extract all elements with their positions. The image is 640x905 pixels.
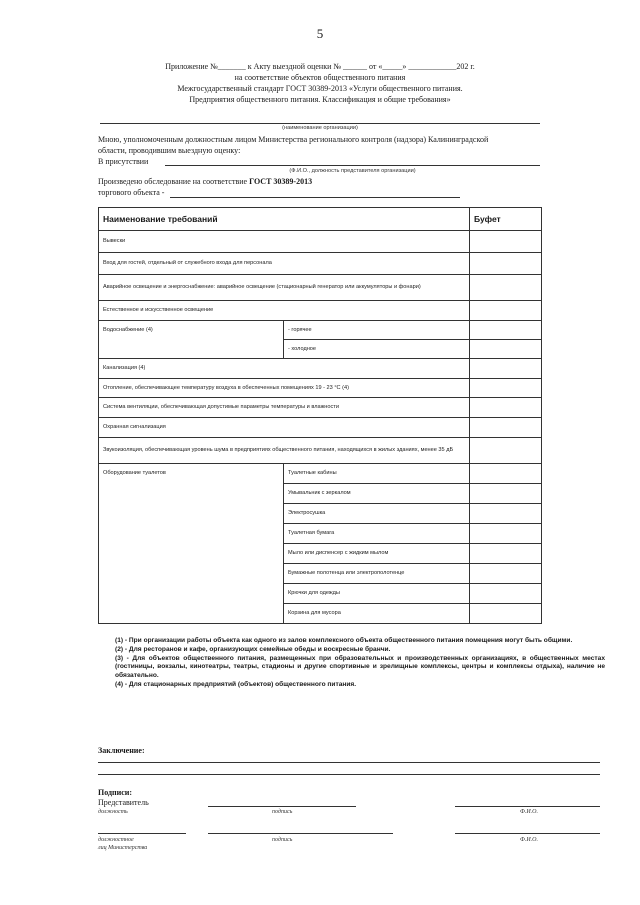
table-row <box>99 301 542 321</box>
survey-prefix: Произведено обследование на соответствие <box>98 177 250 186</box>
page-number: 5 <box>316 26 324 41</box>
official-position-line[interactable] <box>98 833 186 834</box>
survey-line <box>98 177 312 187</box>
footnote-4: (4) - Для стационарных предприятий (объектов) общественного питания. <box>115 680 357 688</box>
fio-caption: Ф.И.О. <box>520 809 538 815</box>
buffet-cell[interactable] <box>470 379 542 398</box>
buffet-cell[interactable] <box>470 340 542 359</box>
conclusion-line-1[interactable] <box>98 762 600 763</box>
req-water-hot: - горячее <box>284 321 470 340</box>
req-soap: Мыло или диспенсер с жидким мылом <box>284 544 470 564</box>
buffet-cell[interactable] <box>470 321 542 340</box>
signature-caption: подпись <box>272 809 293 815</box>
req-heating: Отопление, обеспечивающее температуру воздуха в обеспеченных помещениях 19 - 23 °С (4) <box>99 379 470 398</box>
footnote-2: (2) - Для ресторанов и кафе, организующих семейные обеды и воскресные бранчи. <box>115 645 391 653</box>
ministry-caption: лиц Министерства <box>98 845 148 851</box>
table-row <box>99 464 542 484</box>
representative-fio-line[interactable] <box>455 806 600 807</box>
buffet-cell[interactable] <box>470 484 542 504</box>
buffet-cell[interactable] <box>470 584 542 604</box>
presence-line[interactable] <box>165 165 540 166</box>
object-line[interactable] <box>170 197 460 198</box>
req-towels: Бумажные полотенца или электрополотенце <box>284 564 470 584</box>
conclusion-line-2[interactable] <box>98 774 600 775</box>
table-row <box>99 275 542 301</box>
official-signature-caption: подпись <box>272 837 293 843</box>
official-fio-caption: Ф.И.О. <box>520 837 538 843</box>
organization-caption: (наименование организации) <box>282 125 358 131</box>
organization-line[interactable] <box>100 123 540 124</box>
buffet-cell[interactable] <box>470 438 542 464</box>
req-emergency-lighting: Аварийное освещение и энергоснабжение: аварийное освещение (стационарный генератор или аккумуляторы и фонари) <box>99 275 470 301</box>
req-lighting: Естественное и искусственное освещение <box>99 301 470 321</box>
buffet-cell[interactable] <box>470 604 542 624</box>
buffet-cell[interactable] <box>470 418 542 438</box>
table-row <box>99 418 542 438</box>
table-row <box>99 398 542 418</box>
presence-label: В присутствии <box>98 157 149 166</box>
presence-caption: (Ф.И.О., должность представителя организации) <box>289 168 416 174</box>
buffet-cell[interactable] <box>470 504 542 524</box>
footnote-1: (1) - При организации работы объекта как одного из залов комплексного объекта общественного питания помещения могут быть общими. <box>115 637 573 644</box>
official-signature-line[interactable] <box>208 833 393 834</box>
buffet-cell[interactable] <box>470 253 542 275</box>
req-signs: Вывески <box>99 231 470 253</box>
col-buffet: Буфет <box>470 208 542 231</box>
footnotes <box>115 637 605 690</box>
req-hooks: Крючки для одежды <box>284 584 470 604</box>
buffet-cell[interactable] <box>470 301 542 321</box>
table-row <box>99 321 542 340</box>
req-sound-insulation: Звукоизоляция, обеспечивающая уровень шума в предприятиях общественного питания, находящихся в жилых зданиях, менее 35 дБ <box>99 438 470 464</box>
req-ventilation: Система вентиляции, обеспечивающая допустимые параметры температуры и влажности <box>99 398 470 418</box>
req-water-supply: Водоснабжение (4) <box>99 321 284 359</box>
official-fio-line[interactable] <box>455 833 600 834</box>
appendix-title: Приложение №_______ к Акту выездной оценки № ______ от «_____» ____________202 г. <box>165 62 475 71</box>
standard-title: Межгосударственный стандарт ГОСТ 30389-2013 «Услуги общественного питания. <box>177 84 463 93</box>
signatures-title: Подписи: <box>98 788 133 797</box>
intro-line-1: Мною, уполномоченным должностным лицом Министерства регионального контроля (надзора) Калининградской <box>98 135 489 144</box>
requirements-table <box>98 207 542 624</box>
req-toilet-paper: Туалетная бумага <box>284 524 470 544</box>
table-header <box>99 208 542 231</box>
table-row <box>99 379 542 398</box>
representative-label: Представитель <box>98 798 149 807</box>
req-hand-dryer: Электросушка <box>284 504 470 524</box>
buffet-cell[interactable] <box>470 524 542 544</box>
table-row <box>99 359 542 379</box>
req-sink-mirror: Умывальник с зеркалом <box>284 484 470 504</box>
req-trash-bin: Корзина для мусора <box>284 604 470 624</box>
req-sewerage: Канализация (4) <box>99 359 470 379</box>
buffet-cell[interactable] <box>470 464 542 484</box>
official-position-caption: должностное <box>98 837 134 843</box>
buffet-cell[interactable] <box>470 544 542 564</box>
object-label: торгового объекта - <box>98 188 165 197</box>
standard-subtitle: Предприятия общественного питания. Классификация и общие требования» <box>189 95 451 104</box>
table-row <box>99 438 542 464</box>
intro-line-2: области, проводившим выездную оценку: <box>98 146 241 155</box>
buffet-cell[interactable] <box>470 359 542 379</box>
footnote-3: (3) - Для объектов общественного питания, размещенных при образовательных и производственных организациях, в общественных местах (гостиницы, вокзалы, кинотеатры, театры, стадионы и другие спортивные и зрелищные комплексы, центры и комплексы отдыха), наличие не обязательно. <box>115 654 605 680</box>
position-caption: должность <box>98 809 128 815</box>
buffet-cell[interactable] <box>470 231 542 253</box>
req-guest-entrance: Вход для гостей, отдельный от служебного входа для персонала <box>99 253 470 275</box>
representative-signature-line[interactable] <box>208 806 356 807</box>
table-row <box>99 231 542 253</box>
buffet-cell[interactable] <box>470 275 542 301</box>
req-toilet-cabins: Туалетные кабины <box>284 464 470 484</box>
buffet-cell[interactable] <box>470 398 542 418</box>
req-toilet-equipment: Оборудование туалетов <box>99 464 284 624</box>
col-requirements: Наименование требований <box>99 208 470 231</box>
req-security-alarm: Охранная сигнализация <box>99 418 470 438</box>
buffet-cell[interactable] <box>470 564 542 584</box>
appendix-subtitle: на соответствие объектов общественного питания <box>234 73 406 82</box>
table-row <box>99 253 542 275</box>
req-water-cold: - холодное <box>284 340 470 359</box>
conclusion-label: Заключение: <box>98 746 145 755</box>
survey-standard: ГОСТ 30389-2013 <box>249 177 313 186</box>
